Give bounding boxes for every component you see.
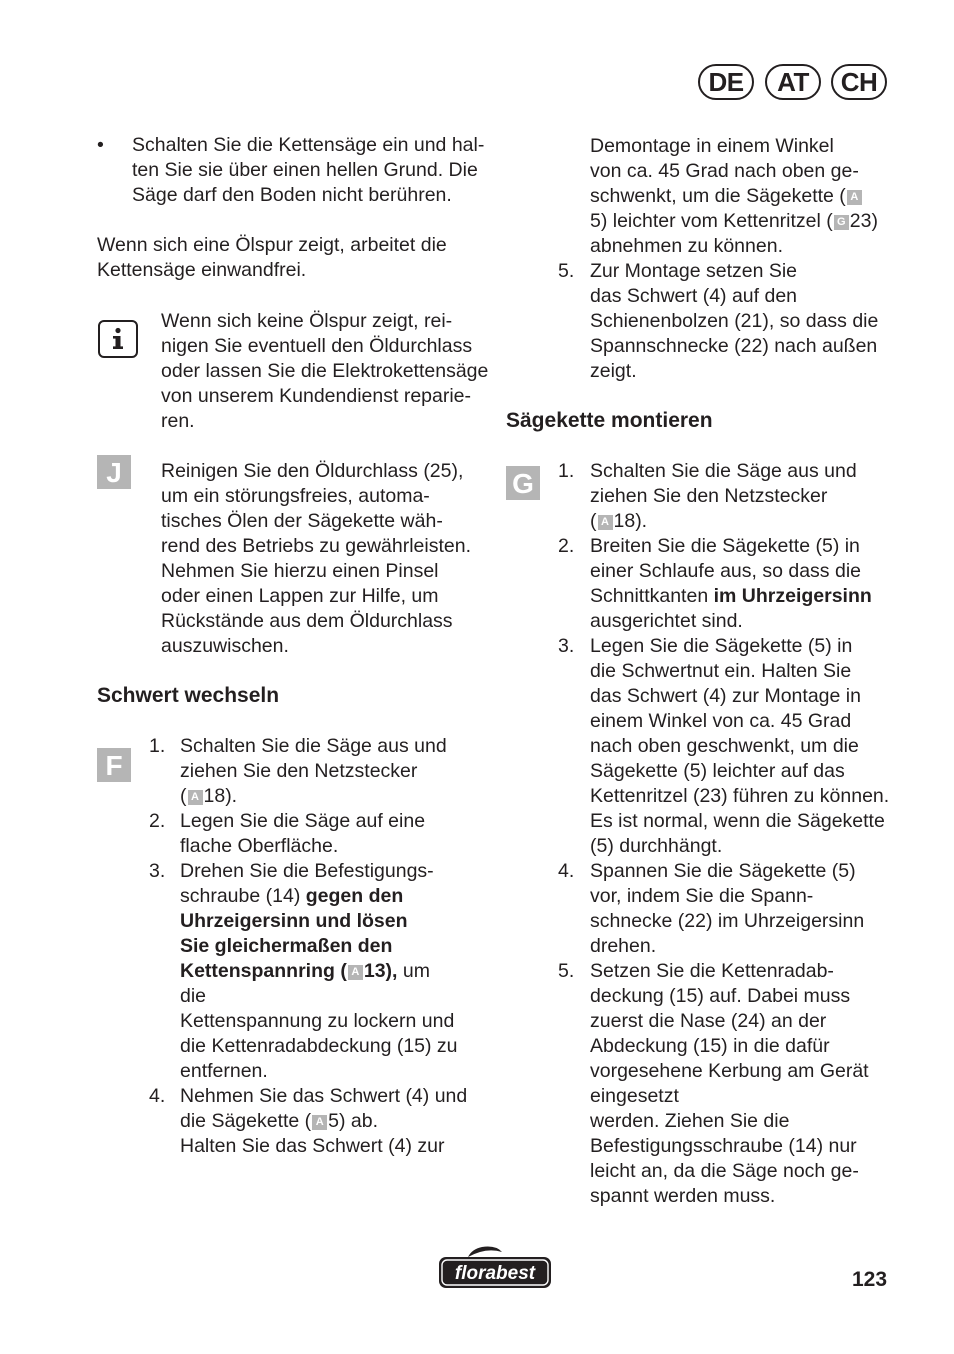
text-span: schwenkt, um die Sägekette ( <box>590 185 846 207</box>
text-line: deckung (15) auf. Dabei muss <box>590 985 851 1007</box>
bold-text: Sie gleichermaßen den <box>180 935 393 957</box>
text-line: ziehen Sie den Netzstecker <box>180 760 418 782</box>
figure-marker-f: F <box>97 748 131 782</box>
bold-text: Kettenspannring ( <box>180 960 347 982</box>
text-line: Nehmen Sie hierzu einen Pinsel <box>161 560 439 582</box>
figure-marker-j: J <box>97 455 131 489</box>
text-line: entfernen. <box>180 1060 268 1082</box>
bullet-marker: • <box>97 134 104 156</box>
text-line: Drehen Sie die Befestigungs- <box>180 860 434 882</box>
brand-name: florabest <box>454 1263 536 1284</box>
text-line: werden. Ziehen Sie die <box>590 1110 790 1132</box>
text-line: Halten Sie das Schwert (4) zur <box>180 1135 445 1157</box>
step-number: 1. <box>558 460 575 482</box>
text-line: das Schwert (4) auf den <box>590 285 798 307</box>
info-glyph <box>111 327 125 351</box>
text-span: 18). <box>203 785 238 807</box>
text-line: die <box>180 985 207 1007</box>
text-line: um ein störungsfreies, automa- <box>161 485 430 507</box>
paragraph <box>97 233 447 283</box>
text-line: auszuwischen. <box>161 635 289 657</box>
bold-text: im Uhrzeigersinn <box>713 585 872 607</box>
country-badge-at: AT <box>765 64 821 100</box>
text-line: Setzen Sie die Kettenradab- <box>590 960 834 982</box>
text-line: die Kettenradabdeckung (15) zu <box>180 1035 458 1057</box>
text-line: Rückstände aus dem Öldurchlass <box>161 610 453 632</box>
text-line: Breiten Sie die Sägekette (5) in <box>590 535 860 557</box>
text-line: Legen Sie die Sägekette (5) in <box>590 635 853 657</box>
figure-marker-g: G <box>506 466 540 500</box>
text-line: rend des Betriebs zu gewährleisten. <box>161 535 472 557</box>
text-line: zeigt. <box>590 360 637 382</box>
text-span: ( <box>590 510 597 532</box>
text-line: Kettenspannung zu lockern und <box>180 1010 455 1032</box>
figure-ref-a: A <box>348 965 363 980</box>
bold-text: gegen den <box>305 885 404 907</box>
text-line: ren. <box>161 410 195 432</box>
text-line: die Schwertnut ein. Halten Sie <box>590 660 852 682</box>
text-span: 5) ab. <box>328 1110 379 1132</box>
text-span: 18). <box>613 510 648 532</box>
text-line <box>180 934 467 959</box>
text-line: nach oben geschwenkt, um die <box>590 735 859 757</box>
text-line: das Schwert (4) zur Montage in <box>590 685 861 707</box>
text-line: Schalten Sie die Kettensäge ein und hal- <box>132 134 485 156</box>
text-line: Befestigungsschraube (14) nur <box>590 1135 857 1157</box>
text-line: vorgesehene Kerbung am Gerät <box>590 1060 869 1082</box>
text-span: 23) <box>849 210 878 232</box>
text-line: Nehmen Sie das Schwert (4) und <box>180 1085 468 1107</box>
text-line: oder einen Lappen zur Hilfe, um <box>161 585 439 607</box>
step-list-saegekette <box>590 459 889 1209</box>
text-line: Abdeckung (15) in die dafür <box>590 1035 830 1057</box>
text-line: ten Sie sie über einen hellen Grund. Die <box>132 159 478 181</box>
text-line: Kettenritzel (23) führen zu können. <box>590 785 890 807</box>
text-span: die Sägekette ( <box>180 1110 312 1132</box>
text-line: Schienenbolzen (21), so dass die <box>590 310 879 332</box>
florabest-logo-icon <box>438 1245 552 1289</box>
text-line: nigen Sie eventuell den Öldurchlass <box>161 335 473 357</box>
text-line: tisches Ölen der Sägekette wäh- <box>161 510 443 532</box>
text-line <box>590 584 889 609</box>
text-line: Legen Sie die Säge auf eine <box>180 810 426 832</box>
bold-text: 13), <box>363 960 398 982</box>
text-line: oder lassen Sie die Elektrokettensäge <box>161 360 489 382</box>
info-icon <box>98 320 138 358</box>
text-line: eingesetzt <box>590 1085 679 1107</box>
text-line: Zur Montage setzen Sie <box>590 260 798 282</box>
text-line: Spannschnecke (22) nach außen <box>590 335 878 357</box>
text-span: Schnittkanten <box>590 585 714 607</box>
text-line: (5) durchhängt. <box>590 835 723 857</box>
text-line: von unserem Kundendienst reparie- <box>161 385 472 407</box>
step-number: 4. <box>558 860 575 882</box>
step-continuation <box>590 134 878 259</box>
bullet-item <box>132 133 484 208</box>
text-line: ausgerichtet sind. <box>590 610 743 632</box>
step-number: 5. <box>558 260 575 282</box>
text-line: drehen. <box>590 935 657 957</box>
step-number: 2. <box>149 810 166 832</box>
text-line: ziehen Sie den Netzstecker <box>590 485 828 507</box>
text-line: von ca. 45 Grad nach oben ge- <box>590 160 859 182</box>
text-line: Schalten Sie die Säge aus und <box>590 460 857 482</box>
figure-ref-g: G <box>834 215 849 230</box>
text-line: Demontage in einem Winkel <box>590 135 834 157</box>
bold-text: Uhrzeigersinn und lösen <box>180 910 408 932</box>
text-line: Kettensäge einwandfrei. <box>97 259 307 281</box>
text-line <box>590 509 889 534</box>
section-heading-saegekette-montieren: Sägekette montieren <box>506 409 713 432</box>
text-line: Wenn sich eine Ölspur zeigt, arbeitet die <box>97 234 447 256</box>
figure-ref-a: A <box>598 515 613 530</box>
text-line <box>180 784 467 809</box>
text-span: schraube (14) <box>180 885 306 907</box>
text-line: abnehmen zu können. <box>590 235 783 257</box>
text-span: um <box>397 960 430 982</box>
text-line: zuerst die Nase (24) an der <box>590 1010 827 1032</box>
text-line: Wenn sich keine Ölspur zeigt, rei- <box>161 310 453 332</box>
text-line: flache Oberfläche. <box>180 835 339 857</box>
text-line: Es ist normal, wenn die Sägekette <box>590 810 885 832</box>
text-line: Sägekette (5) leichter auf das <box>590 760 845 782</box>
step-number: 5. <box>558 960 575 982</box>
figure-ref-a: A <box>188 790 203 805</box>
figure-ref-a: A <box>312 1115 327 1130</box>
text-line: leicht an, da die Säge noch ge- <box>590 1160 859 1182</box>
page-number: 123 <box>852 1268 888 1291</box>
step-list-schwert <box>180 734 467 1159</box>
text-line <box>590 209 878 234</box>
text-line <box>180 1109 467 1134</box>
text-span: ( <box>180 785 187 807</box>
text-span: 5) leichter vom Kettenritzel ( <box>590 210 833 232</box>
text-line: schnecke (22) im Uhrzeigersinn <box>590 910 865 932</box>
step-number: 1. <box>149 735 166 757</box>
text-line: Schalten Sie die Säge aus und <box>180 735 447 757</box>
step-number: 2. <box>558 535 575 557</box>
country-badge-ch: CH <box>831 64 887 100</box>
text-line: Spannen Sie die Sägekette (5) <box>590 860 856 882</box>
brand-logo <box>438 1245 552 1289</box>
step-number: 4. <box>149 1085 166 1107</box>
text-line: spannt werden muss. <box>590 1185 776 1207</box>
text-line: Säge darf den Boden nicht berühren. <box>132 184 452 206</box>
step-number: 3. <box>558 635 575 657</box>
cleaning-note <box>161 459 471 659</box>
text-line <box>590 184 878 209</box>
text-line: Reinigen Sie den Öldurchlass (25), <box>161 460 464 482</box>
text-line: vor, indem Sie die Spann- <box>590 885 814 907</box>
text-line <box>180 909 467 934</box>
text-line: einem Winkel von ca. 45 Grad <box>590 710 852 732</box>
section-heading-schwert-wechseln: Schwert wechseln <box>97 684 280 707</box>
figure-ref-a: A <box>847 190 862 205</box>
step-item <box>590 259 878 384</box>
text-line: einer Schlaufe aus, so dass die <box>590 560 862 582</box>
text-line <box>180 959 467 984</box>
step-number: 3. <box>149 860 166 882</box>
text-line <box>180 884 467 909</box>
country-badge-de: DE <box>698 64 754 100</box>
info-note <box>161 309 488 434</box>
